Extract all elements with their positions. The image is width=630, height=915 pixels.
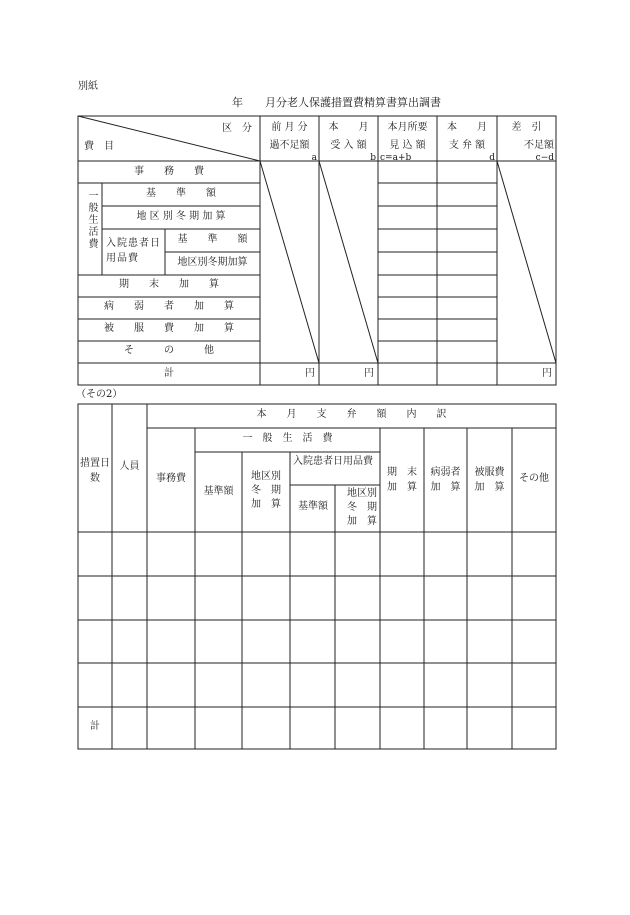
col-regional-winter bbox=[244, 470, 288, 512]
inpatient-regional-line2: 冬 期 bbox=[347, 502, 377, 513]
col-b-line2: 受 入 額 bbox=[330, 140, 367, 151]
col-e-line2: 不足額 bbox=[524, 140, 554, 151]
col-d-key: d bbox=[489, 153, 495, 163]
col-a-key: a bbox=[311, 153, 317, 163]
inpatient-regional-line3: 加 算 bbox=[347, 516, 377, 527]
total-yen-e: 円 bbox=[542, 368, 552, 379]
row-clothing: 被 服 費 加 算 bbox=[104, 323, 234, 334]
col-inpatient-base: 基準額 bbox=[298, 501, 328, 512]
col-base-amount: 基準額 bbox=[203, 486, 234, 497]
inpatient-header: 入院患者日用品費 bbox=[293, 456, 373, 467]
term-end-line2: 加 算 bbox=[387, 482, 417, 493]
row-inpatient-base: 基 準 額 bbox=[177, 234, 248, 245]
col-e-line1: 差 引 bbox=[511, 122, 542, 133]
col-clothing bbox=[469, 465, 510, 495]
col-term-end bbox=[382, 465, 422, 495]
col-d-line2: 支 弁 額 bbox=[448, 140, 486, 151]
row-term-end: 期 末 加 算 bbox=[119, 279, 219, 290]
col-other: その他 bbox=[519, 473, 549, 484]
corner-item-label: 費 目 bbox=[84, 141, 114, 152]
corner-category-label: 区 分 bbox=[222, 123, 252, 134]
part2-label: （その2） bbox=[76, 389, 123, 400]
attachment-label: 別紙 bbox=[78, 81, 98, 92]
inpatient-regional-line1: 地区別 bbox=[347, 488, 377, 499]
row-regional-winter: 地 区 別 冬 期 加 算 bbox=[136, 211, 226, 222]
col-a-line2: 過不足額 bbox=[269, 140, 310, 151]
regional-line3: 加 算 bbox=[251, 499, 281, 510]
infirm-line1: 病弱者 bbox=[430, 467, 461, 478]
total-yen-b: 円 bbox=[364, 368, 374, 379]
table2-total: 計 bbox=[90, 721, 100, 732]
clothing-line1: 被服費 bbox=[474, 467, 505, 478]
total-yen-a: 円 bbox=[305, 368, 315, 379]
regional-line1: 地区別 bbox=[251, 471, 281, 482]
col-d-line1: 本 月 bbox=[447, 122, 487, 133]
row-office-expenses: 事 務 費 bbox=[134, 166, 204, 177]
row-infirm: 病 弱 者 加 算 bbox=[104, 301, 234, 312]
col-e-key: c−d bbox=[535, 153, 554, 163]
regional-line2: 冬 期 bbox=[251, 485, 281, 496]
col-c-line1: 本月所要 bbox=[387, 122, 428, 133]
term-end-line1: 期 末 bbox=[387, 467, 417, 478]
clothing-line2: 加 算 bbox=[474, 482, 505, 493]
row-other: そ の 他 bbox=[124, 345, 214, 356]
general-living-header: 一 般 生 活 費 bbox=[242, 433, 333, 444]
row-total: 計 bbox=[164, 368, 174, 379]
col-c-line2: 見 込 額 bbox=[389, 140, 426, 151]
infirm-line2: 加 算 bbox=[430, 482, 461, 493]
document-title: 年 月分老人保護措置費精算書算出調書 bbox=[232, 96, 441, 109]
col-infirm bbox=[426, 465, 465, 495]
col-a-line1: 前 月 分 bbox=[271, 122, 308, 133]
col-headcount: 人員 bbox=[119, 461, 140, 472]
col-placement-days: 措置日数 bbox=[80, 458, 110, 484]
col-b-key: b bbox=[370, 153, 376, 163]
col-c-key: c=a+b bbox=[380, 153, 412, 163]
group-general-living: 一般生活費 bbox=[86, 190, 97, 250]
group-inpatient-supplies: 入院患者日用品費 bbox=[106, 238, 161, 264]
breakdown-header: 本 月 支 弁 額 内 訳 bbox=[256, 409, 447, 420]
col-office-expenses: 事務費 bbox=[156, 473, 186, 484]
row-inpatient-regional: 地区別冬期加算 bbox=[177, 257, 248, 268]
col-inpatient-regional bbox=[337, 487, 377, 529]
row-base-amount: 基 準 額 bbox=[146, 188, 216, 199]
col-b-line1: 本 月 bbox=[328, 122, 369, 133]
